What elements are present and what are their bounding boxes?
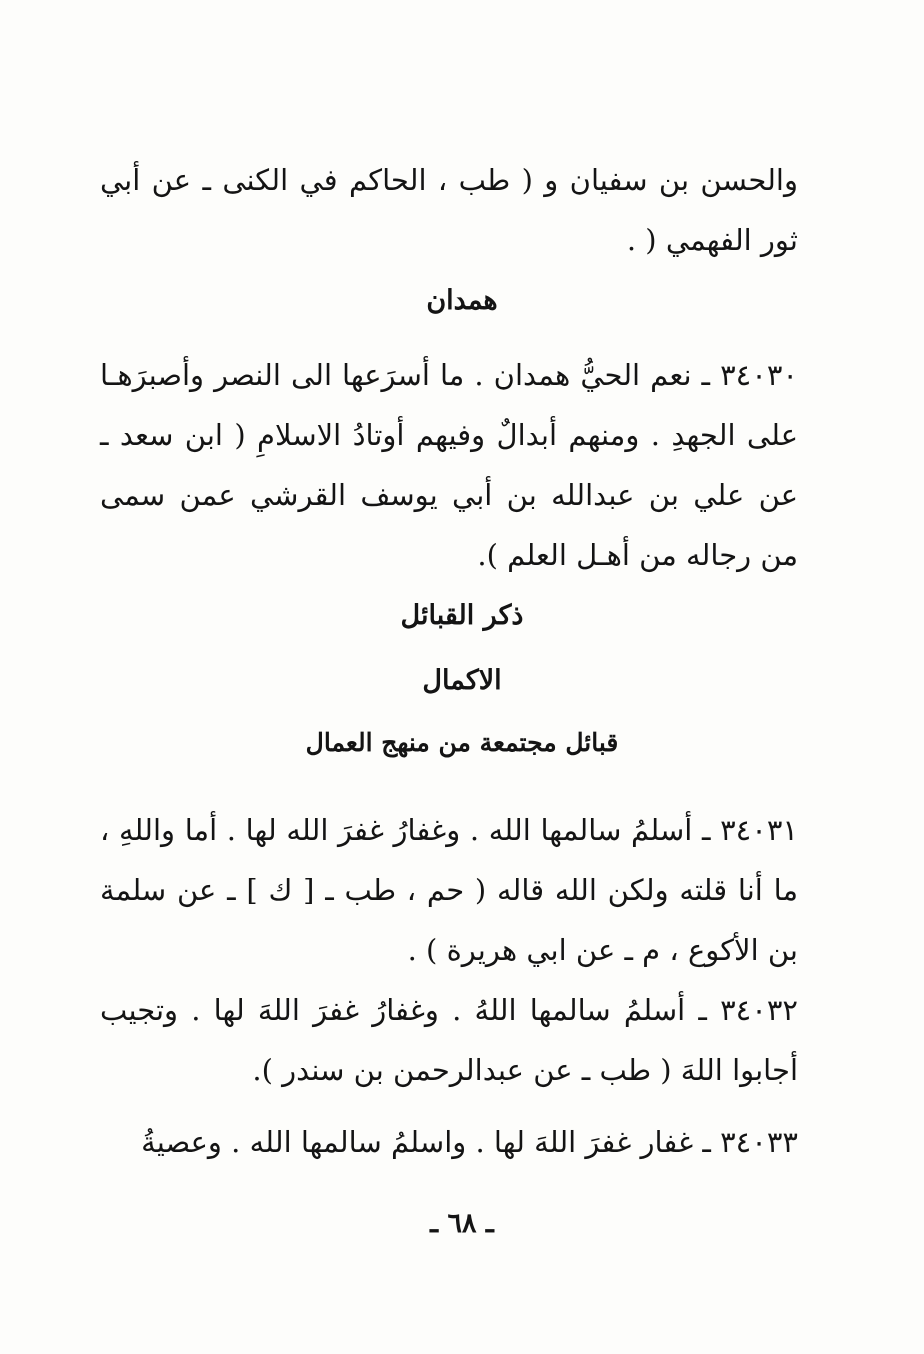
- heading-tribes: ذكر القبائل: [400, 600, 524, 631]
- hadith-34031: ٣٤٠٣١ ـ أسلمُ سالمها الله . وغفارُ غفرَ الله لها . أما واللهِ ، ما أنا قلته ولكن الله قاله ( حم ، طب ـ [ ك ] ـ عن سلمة بن الأكوع ، م ـ عن ابي هريرة ) .: [100, 813, 798, 967]
- hadith-34032: ٣٤٠٣٢ ـ أسلمُ سالمها اللهُ . وغفارُ غفرَ اللهَ لها . وتجيب أجابوا اللهَ ( طب ـ عن عبدالرحمن بن سندر ).: [100, 993, 798, 1087]
- hadith-34030: ٣٤٠٣٠ ـ نعم الحيُّ همدان . ما أسرَعها الى النصر وأصبرَهـا على الجهدِ . ومنهم أبدالٌ وفيهم أوتادُ الاسلامِ ( ابن سعد ـ عن علي بن عبدالله بن أبي يوسف القرشي عمن سمى من رجاله من أهـل العلم ).: [100, 358, 798, 572]
- heading-ikmal: الاكمال: [422, 665, 502, 696]
- heading-hamdan: همدان: [426, 285, 498, 316]
- hadith-34033: ٣٤٠٣٣ ـ غفار غفرَ اللهَ لها . واسلمُ سالمها الله . وعصيةُ: [141, 1125, 798, 1159]
- page-number: ـ ٦٨ ـ: [430, 1208, 494, 1239]
- intro-paragraph: والحسن بن سفيان و ( طب ، الحاكم في الكنى ـ عن أبي ثور الفهمي ( .: [100, 163, 798, 257]
- heading-subtitle: قبائل مجتمعة من منهج العمال: [305, 728, 619, 757]
